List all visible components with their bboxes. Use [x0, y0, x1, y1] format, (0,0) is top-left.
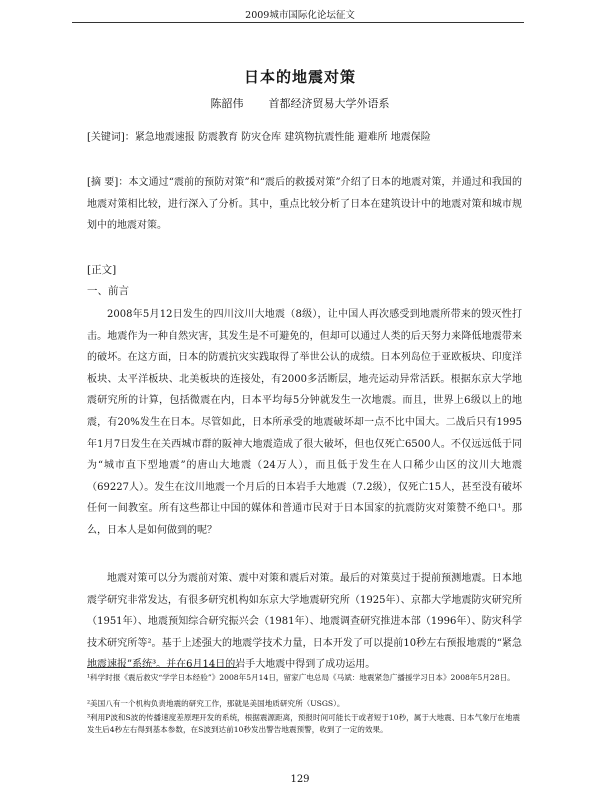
author-line [0, 95, 600, 111]
body-paragraph-1: 2008年5月12日发生的四川汶川大地震（8级），让中国人再次感受到地震所带来的毁灭性打击。地震作为一种自然灾害，其发生是不可避免的，但却可以通过人类的后天努力来降低地震带来的破坏。在这方面，日本的防震抗灾实践取得了举世公认的成绩。日本列岛位于亚欧板块、印度洋板块、太平洋板块、北美板块的连接处，有2000多活断层，地壳运动异常活跃。根据东京大学地震研究所的计算，包括微震在内，日本平均每5分钟就发生一次地震。而且，世界上6级以上的地震，有20%发生在日本。尽管如此，日本所承受的地震破坏却一点不比中国大。二战后只有1995年1月7日发生在关西城市群的阪神大地震造成了很大破坏，但也仅死亡6500人。不仅远远低于同为“城市直下型地震”的唐山大地震（24万人），而且低于发生在人口稀少山区的汶川大地震（69227人）。发生在汶川地震一个月后的日本岩手大地震（7.2级），仅死亡15人，甚至没有破坏任何一间教室。所有这些都让中国的媒体和普通市民对于日本国家的抗震防灾对策赞不绝口¹。那么，日本人是如何做到的呢？ [87, 309, 522, 536]
footnote-1: ¹科学时报《震后救灾“学学日本经验”》2008年5月14日，留家广电总局《马斌：地震紧急广播援学习日本》2008年5月28日。 [87, 673, 515, 682]
footnote-3: ³利用P波和S波的传播速度差原理开发的系统，根据震源距离，预报时间可能长于或者短于10秒，属于大地震、日本气象厅在地震发生后4秒左右得到基本参数，在S波到达前10秒发出警告地震预警，收到了一定的效果。 [87, 713, 521, 734]
article-title: 日本的地震对策 [243, 68, 356, 86]
page-number: 129 [290, 774, 310, 785]
author-affiliation: 首都经济贸易大学外语系 [268, 97, 390, 110]
abstract-block [87, 172, 522, 237]
running-header: 2009城市国际化论坛征文 [245, 10, 355, 21]
body-paragraph-2: 地震对策可以分为震前对策、震中对策和震后对策。最后的对策莫过于提前预测地震。日本地震学研究非常发达，有很多研究机构如东京大学地震研究所（1925年）、京都大学地震防灾研究所（1951年）、地震预知综合研究振兴会（1981年）、地震调查研究推进本部（1996年）、防灾科学技术研究所等²。基于上述强大的地震学技术力量，日本开发了可以提前10秒左右预报地震的“紧急地震速报”系统³。并在6月14日的岩手大地震中得到了成功运用。 [87, 573, 522, 671]
keywords-label: [关键词]： [87, 132, 135, 143]
footnote-rule [87, 667, 237, 668]
footnote-2: ²美国八有一个机构负责地震的研究工作，那就是美国地质研究所（USGS）。 [87, 699, 345, 708]
section-heading: 一、前言 [87, 285, 129, 297]
keywords-text: 紧急地震速报 防震教育 防灾仓库 建筑物抗震性能 避难所 地震保险 [134, 132, 431, 143]
body-label: [正文] [87, 264, 117, 276]
abstract-label: [摘 要]： [87, 177, 129, 188]
author-name: 陈韶伟 [210, 97, 244, 110]
keywords-block [87, 127, 522, 149]
abstract-text: 本文通过“震前的预防对策”和“震后的救援对策”介绍了日本的地震对策，并通过和我国的地震对策相比较，进行深入了分析。其中，重点比较分析了日本在建筑设计中的地震对策和城市规划中的地震对策。 [87, 177, 522, 232]
header-rule [72, 22, 524, 23]
